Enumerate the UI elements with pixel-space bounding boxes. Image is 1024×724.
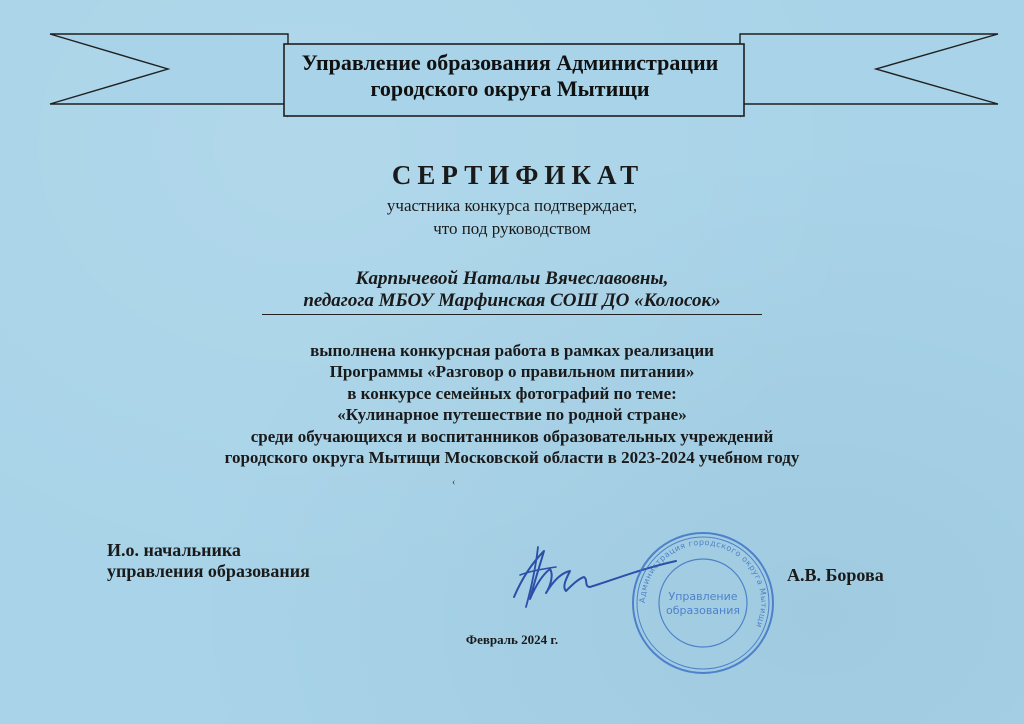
- stray-mark: ‹: [452, 477, 456, 488]
- stamp-ring-text: Администрация городского округа Мытищи: [637, 537, 769, 630]
- stamp-center-line-2: образования: [666, 604, 740, 617]
- body-line-1: выполнена конкурсная работа в рамках реализации: [310, 341, 714, 360]
- ribbon-left-tail: [50, 34, 288, 104]
- body-line-2: Программы «Разговор о правильном питании»: [329, 362, 695, 381]
- signatory-name: А.В. Борова: [787, 565, 884, 585]
- stamp-center-line-1: Управление: [668, 590, 738, 603]
- ribbon-right-tail: [740, 34, 998, 104]
- body-line-4: «Кулинарное путешествие по родной стране»: [337, 405, 687, 424]
- banner-line-2: городского округа Мытищи: [370, 76, 650, 101]
- official-stamp: [628, 528, 778, 678]
- issue-date: Февраль 2024 г.: [465, 632, 559, 647]
- recipient-name: Карпычевой Натальи Вячеславовны,: [355, 268, 669, 289]
- body-line-3: в конкурсе семейных фотографий по теме:: [347, 384, 677, 403]
- signatory-position: [107, 540, 310, 582]
- banner-line-1: Управление образования Администрации: [301, 50, 719, 75]
- body-line-5: среди обучающихся и воспитанников образовательных учреждений: [250, 427, 774, 446]
- body-line-6: городского округа Мытищи Московской области в 2023-2024 учебном году: [224, 448, 800, 467]
- recipient-organization: педагога МБОУ Марфинская СОШ ДО «Колосок»: [262, 289, 762, 315]
- signatory-position-line-1: И.о. начальника: [107, 540, 241, 560]
- subtitle-line-1: участника конкурса подтверждает,: [386, 196, 638, 215]
- subtitle-line-2: что под руководством: [433, 219, 591, 238]
- signatory-position-line-2: управления образования: [107, 561, 310, 581]
- certificate-title: СЕРТИФИКАТ: [391, 160, 645, 190]
